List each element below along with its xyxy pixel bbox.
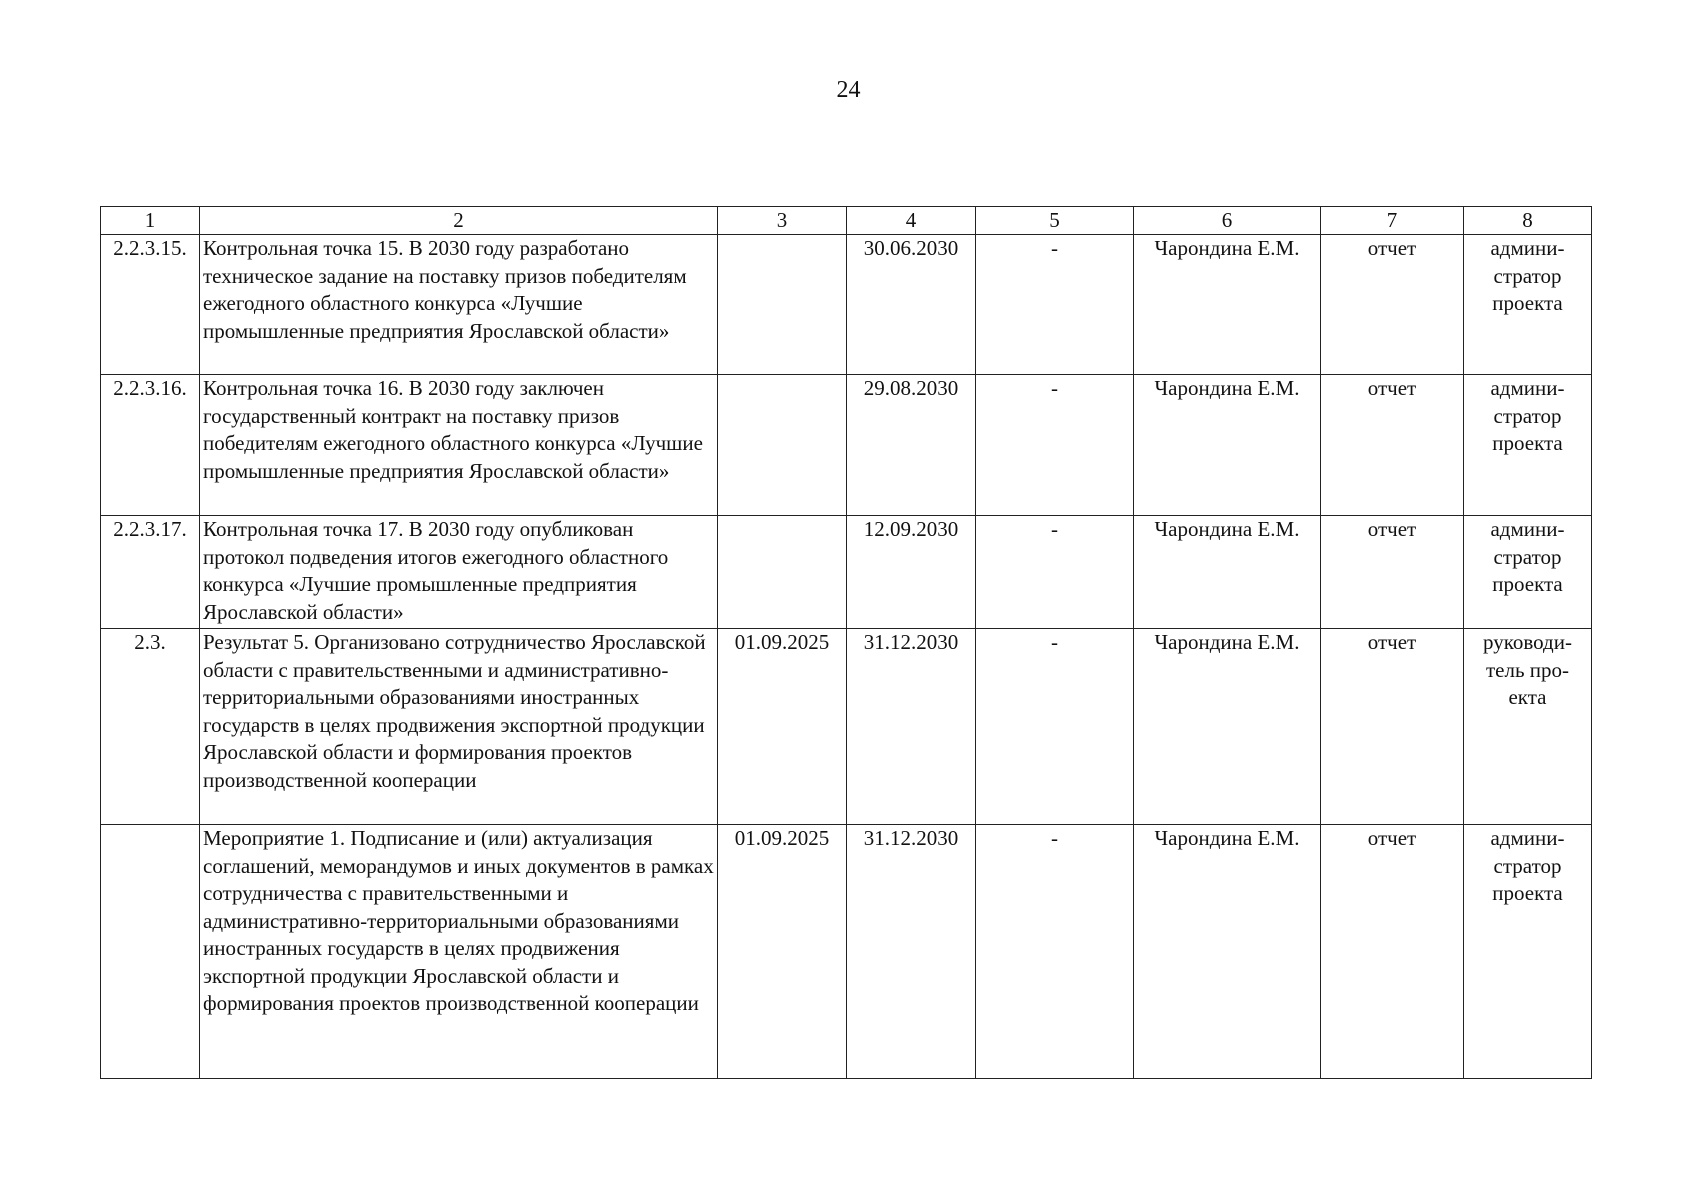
role-text: админи- стратор проекта (1490, 236, 1565, 315)
description-cell: Контрольная точка 16. В 2030 году заключен государственный контракт на поставку призов победителям ежегодного областного конкурса «Лучшие промышленные предприятия Ярославской области» (200, 375, 718, 516)
role-text: админи- стратор проекта (1490, 376, 1565, 455)
document-cell: отчет (1321, 825, 1464, 1079)
start-date-cell (718, 375, 847, 516)
role-cell (1464, 825, 1592, 1079)
document-cell: отчет (1321, 235, 1464, 375)
table-header-row (101, 207, 1592, 235)
description-cell: Результат 5. Организовано сотрудничество Ярославской области с правительственными и административно-территориальными образованиями иностранных государств в целях продвижения экспортной продукции Ярославской области и формирования проектов производственной кооперации (200, 629, 718, 825)
plan-table (100, 206, 1592, 1079)
responsible-cell: Чарондина Е.М. (1134, 235, 1321, 375)
document-cell: отчет (1321, 516, 1464, 629)
start-date-cell: 01.09.2025 (718, 825, 847, 1079)
column-header: 8 (1464, 207, 1592, 235)
role-text: руководи- тель про- екта (1483, 630, 1572, 709)
column-header: 6 (1134, 207, 1321, 235)
role-text: админи- стратор проекта (1490, 517, 1565, 596)
responsible-cell: Чарондина Е.М. (1134, 629, 1321, 825)
role-cell (1464, 516, 1592, 629)
column5-cell: - (976, 375, 1134, 516)
row-number-cell: 2.3. (101, 629, 200, 825)
end-date-cell: 29.08.2030 (847, 375, 976, 516)
column-header: 5 (976, 207, 1134, 235)
row-number-cell (101, 825, 200, 1079)
column-header: 7 (1321, 207, 1464, 235)
role-text: админи- стратор проекта (1490, 826, 1565, 905)
role-cell (1464, 235, 1592, 375)
column-header: 2 (200, 207, 718, 235)
role-cell (1464, 629, 1592, 825)
responsible-cell: Чарондина Е.М. (1134, 825, 1321, 1079)
table-row (101, 235, 1592, 375)
table-row (101, 516, 1592, 629)
description-cell: Контрольная точка 17. В 2030 году опубликован протокол подведения итогов ежегодного областного конкурса «Лучшие промышленные предприятия Ярославской области» (200, 516, 718, 629)
role-cell (1464, 375, 1592, 516)
column5-cell: - (976, 235, 1134, 375)
end-date-cell: 31.12.2030 (847, 629, 976, 825)
table-row (101, 629, 1592, 825)
responsible-cell: Чарондина Е.М. (1134, 516, 1321, 629)
start-date-cell: 01.09.2025 (718, 629, 847, 825)
row-number-cell: 2.2.3.17. (101, 516, 200, 629)
column5-cell: - (976, 825, 1134, 1079)
document-cell: отчет (1321, 629, 1464, 825)
table-row (101, 375, 1592, 516)
end-date-cell: 30.06.2030 (847, 235, 976, 375)
start-date-cell (718, 235, 847, 375)
row-number-cell: 2.2.3.16. (101, 375, 200, 516)
start-date-cell (718, 516, 847, 629)
column5-cell: - (976, 516, 1134, 629)
column-header: 3 (718, 207, 847, 235)
end-date-cell: 12.09.2030 (847, 516, 976, 629)
end-date-cell: 31.12.2030 (847, 825, 976, 1079)
column-header: 1 (101, 207, 200, 235)
column5-cell: - (976, 629, 1134, 825)
row-number-cell: 2.2.3.15. (101, 235, 200, 375)
document-cell: отчет (1321, 375, 1464, 516)
description-cell: Контрольная точка 15. В 2030 году разработано техническое задание на поставку призов победителям ежегодного областного конкурса «Лучшие промышленные предприятия Ярославской области» (200, 235, 718, 375)
column-header: 4 (847, 207, 976, 235)
table-row (101, 825, 1592, 1079)
page-number: 24 (836, 77, 861, 103)
description-cell: Мероприятие 1. Подписание и (или) актуализация соглашений, меморандумов и иных документов в рамках сотрудничества с правительственными и административно-территориальными образованиями иностранных государств в целях продвижения экспортной продукции Ярославской области и формирования проектов производственной кооперации (200, 825, 718, 1079)
responsible-cell: Чарондина Е.М. (1134, 375, 1321, 516)
